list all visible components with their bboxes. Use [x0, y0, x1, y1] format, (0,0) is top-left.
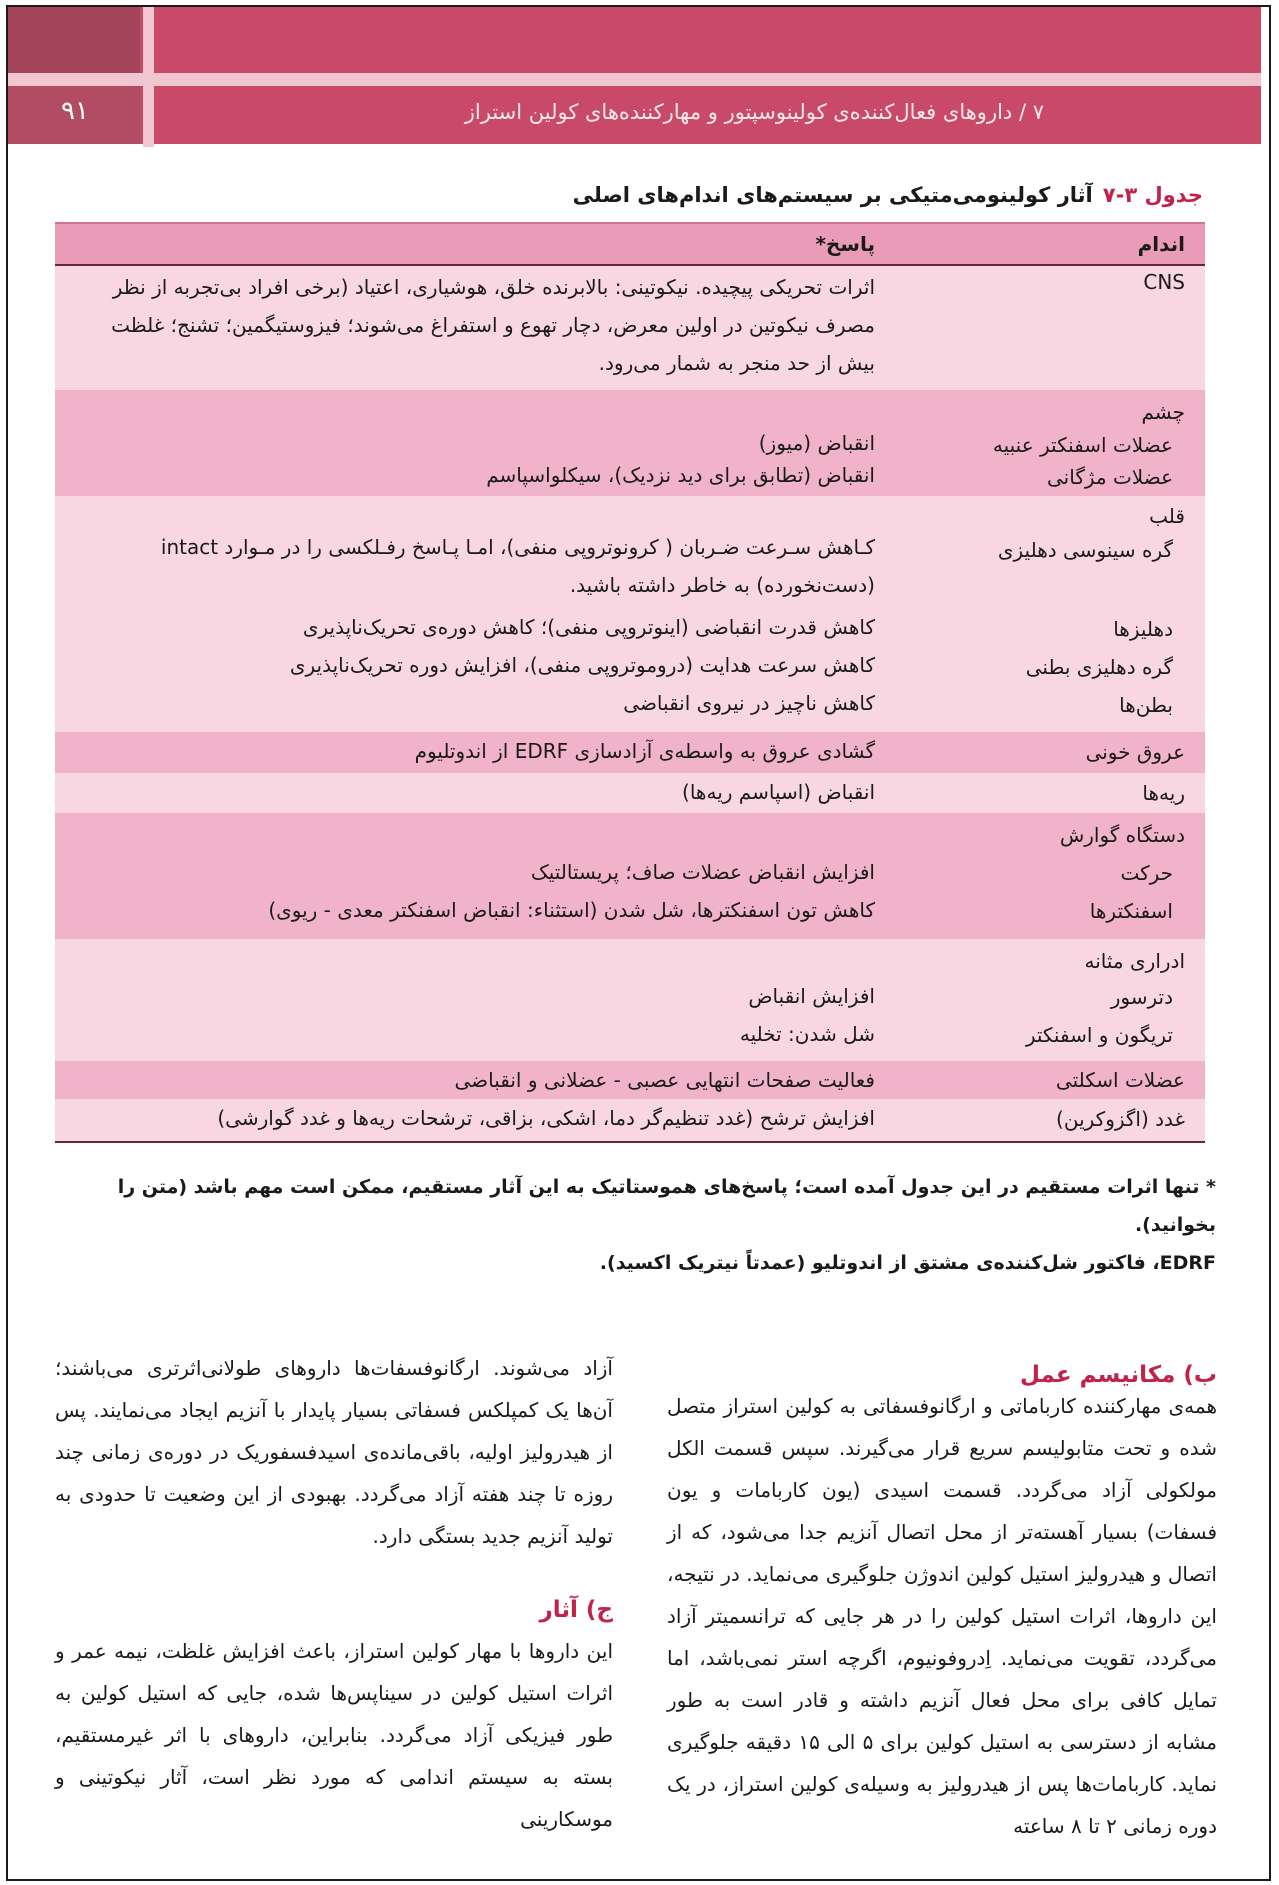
response-cell: انقباض (میوز) — [758, 431, 875, 455]
footnote-direct-effects: * تنها اثرات مستقیم در این جدول آمده است؛ پاسخ‌های هموستاتیک به این آثار مستقیم، ممکن است مهم باشد (متن را بخوانید). — [117, 1176, 1216, 1236]
organ-cell: ریه‌ها — [1142, 781, 1185, 805]
header-vertical-divider — [143, 7, 154, 147]
body-text-mechanism: همه‌ی مهارکننده کارباماتی و ارگانوفسفاتی به کولین استراز متصل شده و تحت متابولیسم سریع قرار می‌گیرند. سپس قسمت الکل مولکولی آزاد می‌گردد. قسمت اسیدی (یون کاربامات و یون فسفات) بسیار آهسته‌تر از محل اتصال آنزیم جدا می‌شود، که از اتصال و هیدرولیز استیل کولین اندوژن جلوگیری می‌نماید. در نتیجه، این داروها، اثرات استیل کولین را در هر جایی که ترانسمیتر آزاد می‌گردد، تقویت می‌نماید. اِدروفونیوم، اگرچه استر نمی‌باشد، اما تمایل کافی برای محل فعال آنزیم داشته و قادر است به طور مشابه از دسترسی به استیل کولین برای ۵ الی ۱۵ دقیقه جلوگیری نماید. کاربامات‌ها پس از هیدرولیز به وسیله‌ی کولین استراز، در یک دوره زمانی ۲ تا ۸ ساعته — [667, 1394, 1218, 1838]
table-row-glands — [55, 1099, 1205, 1143]
organ-cell: دستگاه گوارش — [1059, 823, 1185, 847]
organ-cell: ادراری مثانه — [1084, 949, 1185, 973]
organ-cell: حرکت — [1120, 861, 1173, 885]
organ-cell: عضلات اسفنکتر عنبیه — [992, 433, 1173, 457]
response-cell: انقباض (اسپاسم ریه‌ها) — [682, 780, 875, 804]
response-cell: کاهش ناچیز در نیروی انقباضی — [623, 691, 875, 715]
table-row-gi — [55, 813, 1205, 939]
response-cell: کاهش سرعت هدایت (دروموتروپی منفی)، افزایش دوره تحریک‌ناپذیری — [289, 653, 875, 677]
header-top-band — [8, 7, 1261, 73]
organ-cell: گره سینوسی دهلیزی — [997, 538, 1173, 562]
organ-cell: بطن‌ها — [1119, 693, 1173, 717]
header-response: پاسخ* — [815, 232, 875, 256]
page-number: ۹۱ — [61, 96, 89, 126]
effects-table — [55, 222, 1205, 1143]
organ-cell: چشم — [1141, 400, 1185, 424]
response-cell: افزایش انقباض — [748, 984, 875, 1008]
response-cell: افزایش انقباض عضلات صاف؛ پریستالتیک — [530, 860, 875, 884]
table-row-heart — [55, 496, 1205, 732]
organ-cell: دهلیزها — [1113, 617, 1173, 641]
header-organ: اندام — [1137, 232, 1185, 256]
table-footnotes — [56, 1168, 1216, 1282]
table-row-cns — [55, 266, 1205, 390]
body-text-continued: آزاد می‌شوند. ارگانوفسفات‌ها داروهای طولانی‌اثرتری می‌باشند؛ آن‌ها یک کمپلکس فسفاتی بسیار پایدار با آنزیم ایجاد می‌نمایند. پس از هیدرولیز اولیه، باقی‌مانده‌ی اسیدفسفوریک در دوره‌ی زمانی چند روزه تا چند هفته آزاد می‌گردد. بهبودی از این وضعیت تا حدودی به تولید آنزیم جدید بستگی دارد. — [55, 1356, 613, 1548]
organ-cell: CNS — [1143, 270, 1185, 294]
organ-cell: عروق خونی — [1085, 740, 1185, 764]
header-corner-block — [8, 7, 140, 73]
header-divider — [8, 73, 1261, 86]
table-row-eye — [55, 390, 1205, 496]
table-caption — [573, 183, 1203, 207]
organ-cell: اسفنکترها — [1089, 899, 1173, 923]
response-cell: کاهش قدرت انقباضی (اینوتروپی منفی)؛ کاهش دوره‌ی تحریک‌ناپذیری — [302, 615, 875, 639]
organ-cell: دترسور — [1110, 985, 1173, 1009]
table-row-lungs — [55, 773, 1205, 813]
organ-cell: غدد (اگزوکرین) — [1056, 1107, 1185, 1131]
organ-cell: عضلات اسکلتی — [1055, 1068, 1185, 1092]
organ-cell: گره دهلیزی بطنی — [1025, 655, 1173, 679]
table-row-vessels — [55, 732, 1205, 773]
table-caption-number: جدول ۳-۷ — [1102, 183, 1203, 207]
running-title: ۷ / داروهای فعال‌کننده‌ی کولینوسپتور و مهارکننده‌های کولین استراز — [464, 100, 1044, 124]
response-cell: افزایش ترشح (غدد تنظیم‌گر دما، اشکی، بزاقی، ترشحات ریه‌ها و غدد گوارشی) — [217, 1106, 875, 1130]
response-cell: گشادی عروق به واسطه‌ی آزادسازی EDRF از اندوتلیوم — [414, 739, 875, 763]
section-title-effects: ج) آثار — [539, 1597, 613, 1623]
body-text-effects: این داروها با مهار کولین استراز، باعث افزایش غلظت، نیمه عمر و اثرات استیل کولین در سیناپس‌ها شده، جایی که استیل کولین به طور فیزیکی آزاد می‌گردد. بنابراین، داروهای با اثر غیرمستقیم، بسته به سیستم اندامی که مورد نظر است، آثار نیکوتینی و موسکارینی — [55, 1639, 613, 1831]
section-title-mechanism: ب) مکانیسم عمل — [1019, 1362, 1217, 1388]
organ-cell: عضلات مژگانی — [1047, 465, 1173, 489]
table-header — [55, 222, 1205, 266]
footnote-edrf: EDRF، فاکتور شل‌کننده‌ی مشتق از اندوتلیو (عمدتاً نیتریک اکسید). — [599, 1252, 1216, 1274]
table-caption-text: آثار کولینومی‌متیکی بر سیستم‌های اندام‌های اصلی — [572, 183, 1093, 207]
organ-cell: تریگون و اسفنکتر — [1025, 1023, 1173, 1047]
table-row-skeletal — [55, 1061, 1205, 1099]
response-cell: انقباض (تطابق برای دید نزدیک)، سیکلواسپاسم — [486, 463, 875, 487]
response-cell: اثرات تحریکی پیچیده. نیکوتینی: بالابرنده خلق، هوشیاری، اعتیاد (برخی افراد بی‌تجربه از نظر مصرف نیکوتین در اولین معرض، دچار تهوع و استفراغ می‌شوند؛ فیزوستیگمین؛ تشنج؛ غلظت بیش از حد منجر به شمار می‌رود. — [111, 275, 875, 375]
response-cell: کـاهش سـرعت ضـربان ( کرونوتروپی منفی)، امـا پـاسخ رفـلکسی را در مـوارد intact (دست‌نخورده) به خاطر داشته باشید. — [160, 535, 875, 597]
table-row-bladder — [55, 939, 1205, 1061]
response-cell: شل شدن: تخلیه — [739, 1022, 875, 1046]
response-cell: فعالیت صفحات انتهایی عصبی - عضلانی و انقباضی — [454, 1068, 875, 1092]
response-cell: کاهش تون اسفنکترها، شل شدن (استثناء: انقباض اسفنکتر معدی - ریوی) — [268, 898, 875, 922]
organ-cell: قلب — [1149, 504, 1185, 528]
